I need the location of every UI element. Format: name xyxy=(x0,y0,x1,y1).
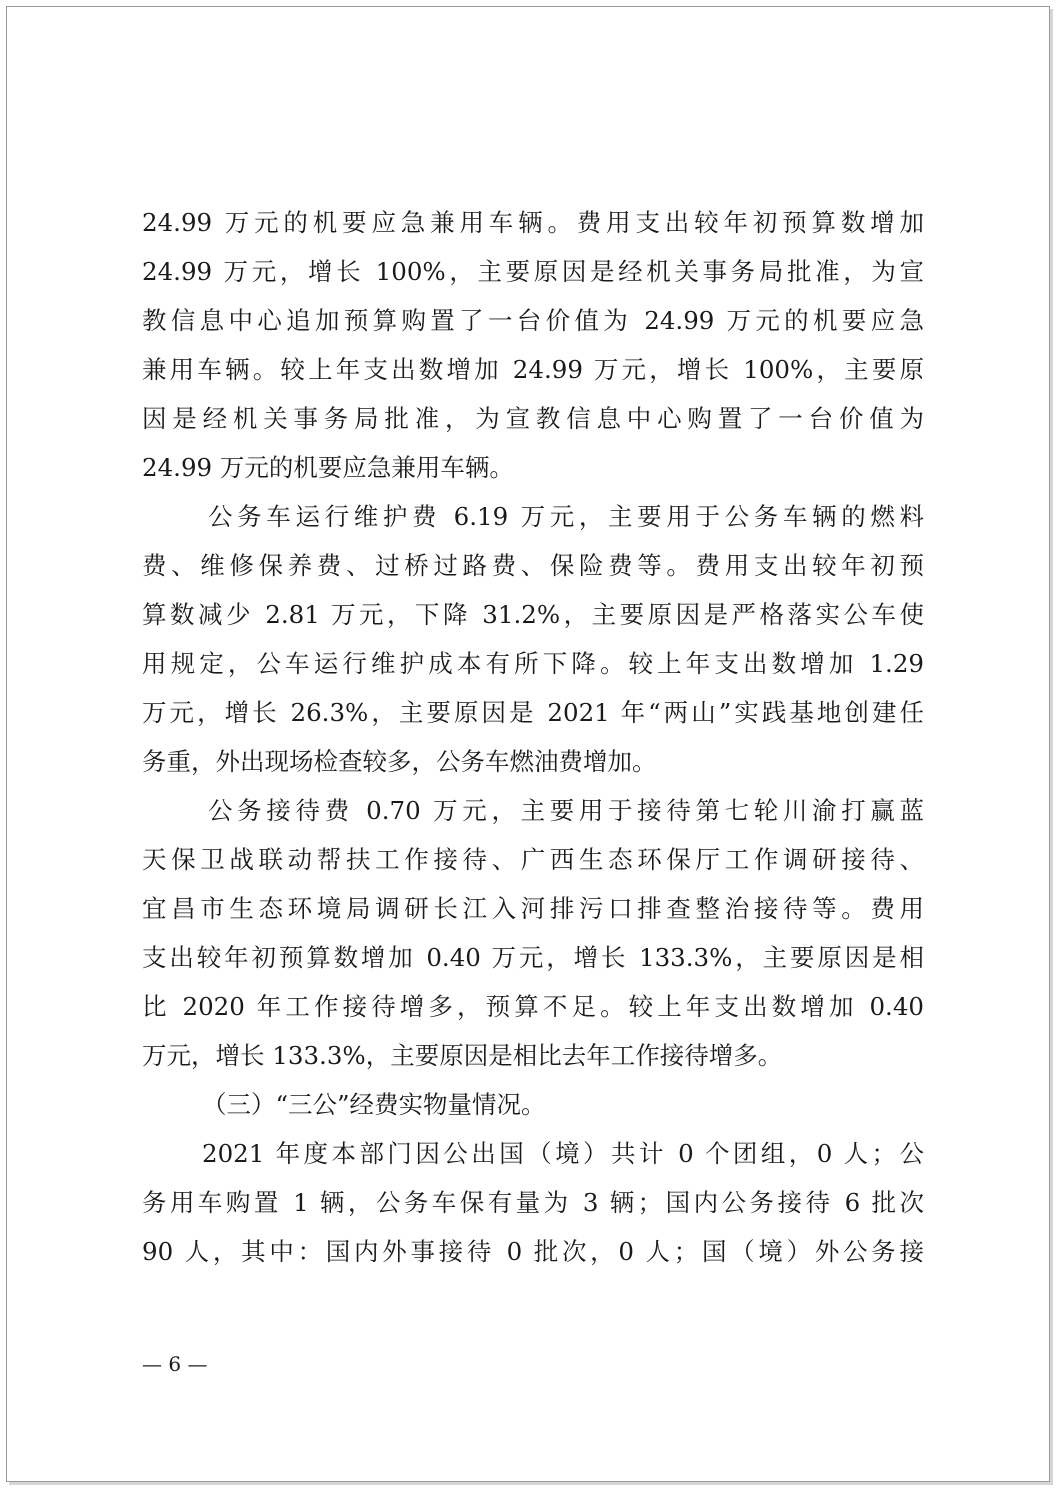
paragraph-line: 万元，增长 133.3%，主要原因是相比去年工作接待增多。 xyxy=(142,1041,783,1070)
paragraph-line: 宜昌市生态环境局调研长江入河排污口排查整治接待等。费用 xyxy=(142,894,924,923)
section-heading: （三）“三公”经费实物量情况。 xyxy=(202,1090,546,1119)
page-number: — 6 — xyxy=(142,1352,208,1376)
paragraph-line: 24.99 万元的机要应急兼用车辆。 xyxy=(142,453,514,482)
paragraph-line: 天保卫战联动帮扶工作接待、广西生态环保厅工作调研接待、 xyxy=(142,845,924,874)
paragraph-line: 公务车运行维护费 6.19 万元，主要用于公务车辆的燃料 xyxy=(208,502,924,531)
paragraph-line: 用规定，公车运行维护成本有所下降。较上年支出数增加 1.29 xyxy=(142,649,924,678)
paragraph-line: 比 2020 年工作接待增多，预算不足。较上年支出数增加 0.40 xyxy=(142,992,924,1021)
paragraph-line: 90 人，其中：国内外事接待 0 批次，0 人；国（境）外公务接 xyxy=(142,1237,924,1266)
paragraph-line: 教信息中心追加预算购置了一台价值为 24.99 万元的机要应急 xyxy=(142,306,924,335)
paragraph-line: 费、维修保养费、过桥过路费、保险费等。费用支出较年初预 xyxy=(142,551,924,580)
paragraph-line: 兼用车辆。较上年支出数增加 24.99 万元，增长 100%，主要原 xyxy=(142,355,924,384)
paragraph-line: 务重，外出现场检查较多，公务车燃油费增加。 xyxy=(142,747,657,776)
paragraph-line: 算数减少 2.81 万元，下降 31.2%，主要原因是严格落实公车使 xyxy=(142,600,924,629)
paragraph-line: 2021 年度本部门因公出国（境）共计 0 个团组，0 人；公 xyxy=(202,1139,924,1168)
paragraph-line: 支出较年初预算数增加 0.40 万元，增长 133.3%，主要原因是相 xyxy=(142,943,924,972)
paragraph-line: 24.99 万元的机要应急兼用车辆。费用支出较年初预算数增加 xyxy=(142,208,924,237)
document-body xyxy=(142,198,924,1276)
paragraph-line: 务用车购置 1 辆，公务车保有量为 3 辆；国内公务接待 6 批次 xyxy=(142,1188,924,1217)
paragraph-line: 因是经机关事务局批准，为宣教信息中心购置了一台价值为 xyxy=(142,404,924,433)
paragraph-line: 万元，增长 26.3%，主要原因是 2021 年“两山”实践基地创建任 xyxy=(142,698,924,727)
paragraph-line: 24.99 万元，增长 100%，主要原因是经机关事务局批准，为宣 xyxy=(142,257,924,286)
paragraph-line: 公务接待费 0.70 万元，主要用于接待第七轮川渝打赢蓝 xyxy=(208,796,924,825)
